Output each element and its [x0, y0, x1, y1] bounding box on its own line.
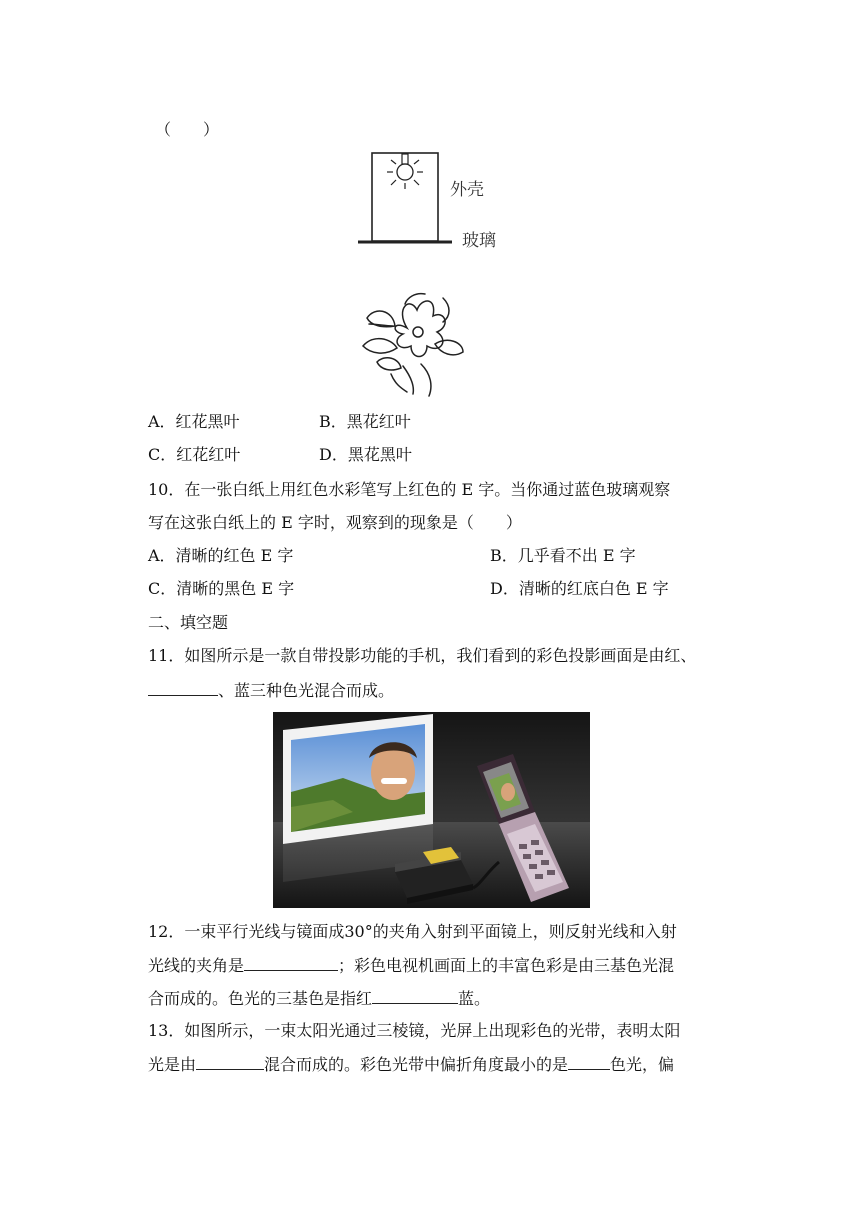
- q10-stem-line2: 写在这张白纸上的 E 字时，观察到的现象是（ ）: [148, 513, 522, 532]
- bulb-icon: [387, 154, 423, 189]
- section-fill-in-title: 二、填空题: [148, 613, 229, 632]
- q12-line2-text-a: 光线的夹角是: [148, 956, 245, 975]
- q12-stem-line2: [148, 955, 674, 976]
- q12-blank-1[interactable]: [244, 955, 338, 971]
- q10-option-b: B．几乎看不出 E 字: [490, 546, 636, 565]
- q11-stem-line1: 11．如图所示是一款自带投影功能的手机，我们看到的彩色投影画面是由红、: [148, 646, 697, 665]
- q12-line3-text-b: 蓝。: [458, 989, 491, 1008]
- q13-line2-text-b: 混合而成的。彩色光带中偏折角度最小的是: [264, 1055, 569, 1074]
- q9-option-b: B．黑花红叶: [319, 412, 411, 431]
- lamp-glass-label: 玻璃: [462, 231, 496, 251]
- q13-line2-text-c: 色光，偏: [610, 1055, 675, 1074]
- q9-answer-parenthesis: （ ）: [155, 120, 220, 139]
- q11-stem-line2: [148, 680, 394, 701]
- q12-blank-2[interactable]: [372, 988, 458, 1004]
- q13-stem-line2: [148, 1054, 674, 1075]
- flower-drawing: [355, 288, 470, 398]
- q13-line2-text-a: 光是由: [148, 1055, 197, 1074]
- q9-option-c: C．红花红叶: [148, 445, 241, 464]
- q13-blank-2[interactable]: [568, 1054, 610, 1070]
- q10-stem-line1: 10．在一张白纸上用红色水彩笔写上红色的 E 字。当你通过蓝色玻璃观察: [148, 480, 671, 499]
- projector-phone-photo: [273, 712, 590, 908]
- lamp-shell-label: 外壳: [450, 180, 484, 200]
- q11-stem-line2-text: 、蓝三种色光混合而成。: [218, 681, 395, 700]
- q9-option-a: A．红花黑叶: [148, 412, 240, 431]
- q9-option-d: D．黑花黑叶: [319, 445, 412, 464]
- q10-option-c: C．清晰的黑色 E 字: [148, 579, 295, 598]
- lamp-shell-outline: [372, 153, 438, 241]
- q12-stem-line3: [148, 988, 490, 1009]
- q10-option-a: A．清晰的红色 E 字: [148, 546, 294, 565]
- q12-line2-text-b: ；彩色电视机画面上的丰富色彩是由三基色光混: [338, 956, 675, 975]
- q10-option-d: D．清晰的红底白色 E 字: [490, 579, 669, 598]
- q13-stem-line1: 13．如图所示，一束太阳光通过三棱镜，光屏上出现彩色的光带，表明太阳: [148, 1021, 681, 1040]
- q12-line3-text-a: 合而成的。色光的三基色是指红: [148, 989, 373, 1008]
- q11-blank-1[interactable]: [148, 680, 218, 696]
- q13-blank-1[interactable]: [196, 1054, 264, 1070]
- q12-stem-line1: 12．一束平行光线与镜面成30°的夹角入射到平面镜上，则反射光线和入射: [148, 922, 677, 941]
